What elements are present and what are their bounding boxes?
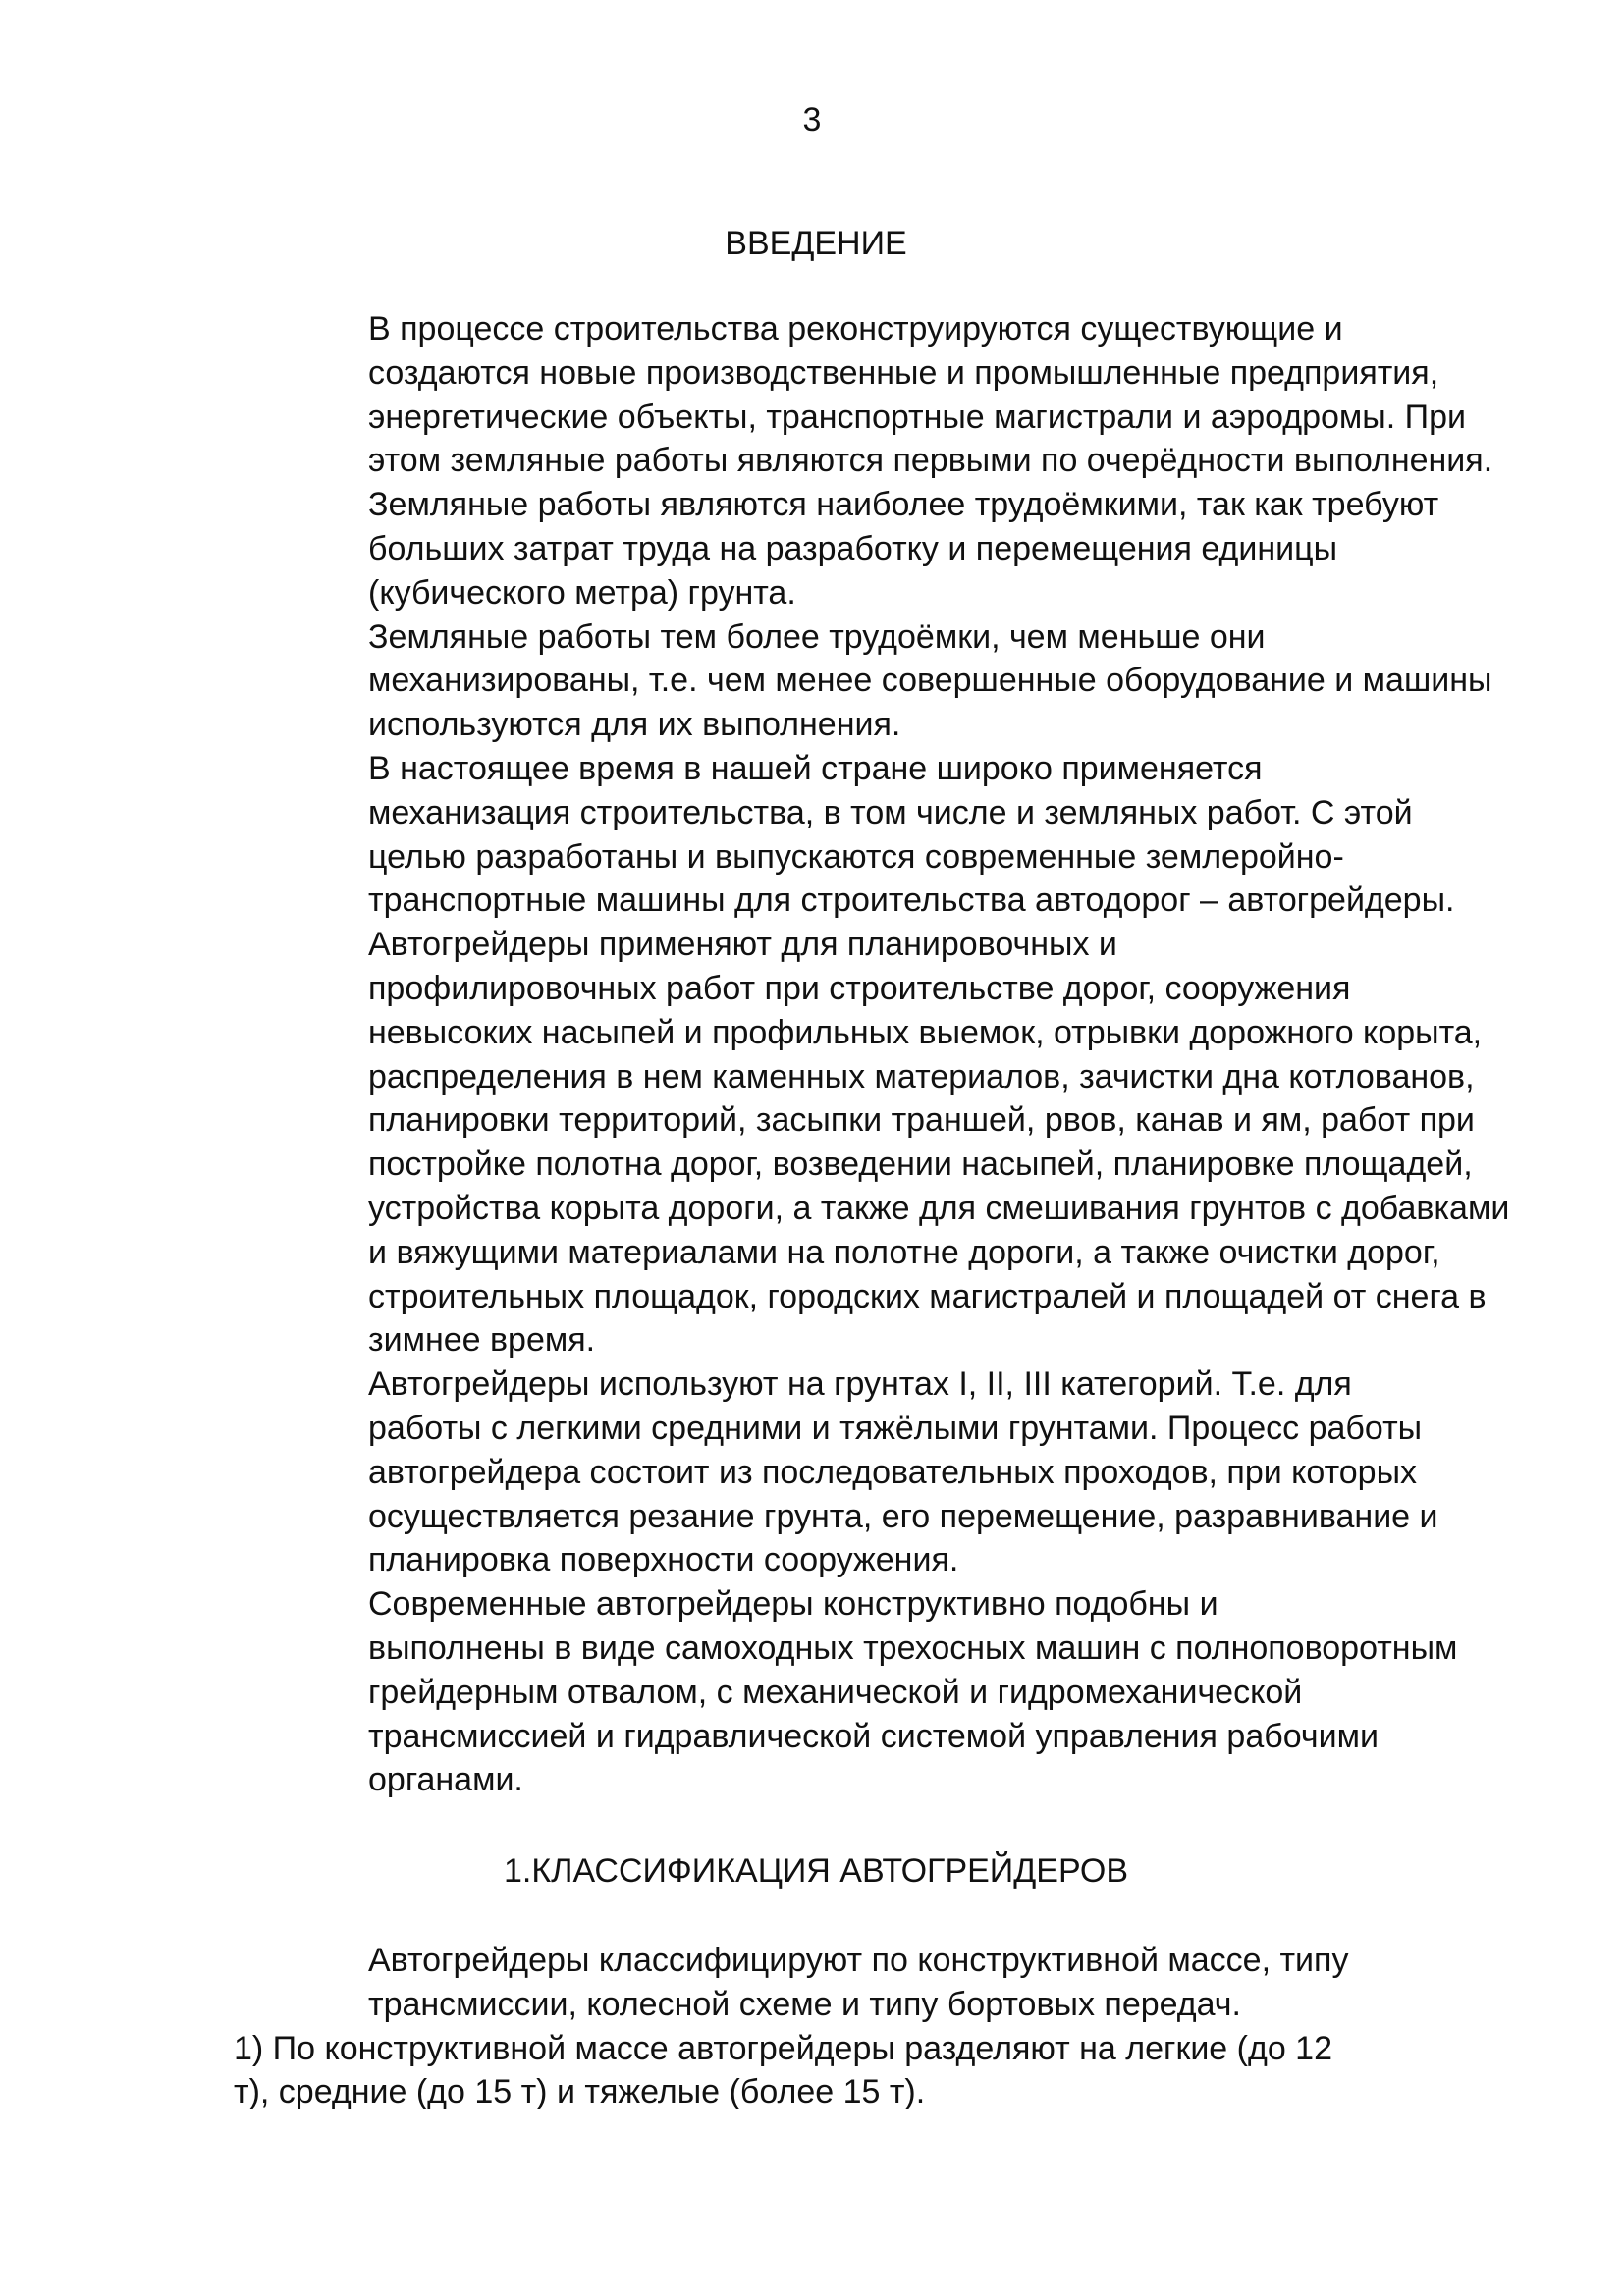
text-line: создаются новые производственные и промышленные предприятия, xyxy=(368,353,1439,392)
text-line: зимнее время. xyxy=(368,1321,596,1360)
text-line: Автогрейдеры применяют для планировочных и xyxy=(368,926,1117,964)
intro-paragraph-5 xyxy=(234,1362,1559,1582)
section1-paragraph-1 xyxy=(234,1939,1559,2027)
text-line: осуществляется резание грунта, его перемещение, разравнивание и xyxy=(368,1497,1438,1535)
text-line: выполнены в виде самоходных трехосных машин с полноповоротным xyxy=(368,1629,1458,1667)
text-line: Земляные работы тем более трудоёмки, чем меньше они xyxy=(368,617,1266,656)
text-line: грейдерным отвалом, с механической и гидромеханической xyxy=(368,1673,1303,1711)
text-line: (кубического метра) грунта. xyxy=(368,573,796,612)
text-line: планировка поверхности сооружения. xyxy=(368,1541,959,1579)
text-line: устройства корыта дороги, а также для смешивания грунтов с добавками xyxy=(368,1189,1510,1227)
text-line: строительных площадок, городских магистралей и площадей от снега в xyxy=(368,1277,1487,1315)
text-line: невысоких насыпей и профильных выемок, отрывки дорожного корыта, xyxy=(368,1013,1483,1051)
text-line: целью разработаны и выпускаются современные землеройно- xyxy=(368,837,1344,876)
intro-paragraph-4 xyxy=(234,923,1559,1362)
text-line: профилировочных работ при строительстве дорог, сооружения xyxy=(368,969,1351,1007)
text-line: транспортные машины для строительства автодорог – автогрейдеры. xyxy=(368,881,1455,920)
text-line: энергетические объекты, транспортные магистрали и аэродромы. При xyxy=(368,398,1466,436)
text-line: трансмиссией и гидравлической системой управления рабочими xyxy=(368,1717,1379,1755)
intro-paragraph-2 xyxy=(234,615,1559,747)
page-number: 3 xyxy=(802,101,822,138)
section1-body xyxy=(234,1939,1559,2114)
text-line: Автогрейдеры классифицируют по конструктивной массе, типу xyxy=(368,1942,1349,1979)
text-line: работы с легкими средними и тяжёлыми грунтами. Процесс работы xyxy=(368,1409,1423,1447)
text-line: больших затрат труда на разработку и перемещения единицы xyxy=(368,529,1338,567)
intro-paragraph-3 xyxy=(234,747,1559,923)
text-line: механизация строительства, в том числе и земляных работ. С этой xyxy=(368,793,1413,831)
section-heading: 1.КЛАССИФИКАЦИЯ АВТОГРЕЙДЕРОВ xyxy=(503,1852,1129,1890)
intro-body xyxy=(234,307,1559,1802)
text-line: этом земляные работы являются первыми по очерёдности выполнения. xyxy=(368,442,1493,480)
text-line: и вяжущими материалами на полотне дороги, а также очистки дорог, xyxy=(368,1233,1440,1271)
text-line: органами. xyxy=(368,1761,523,1799)
intro-heading: ВВЕДЕНИЕ xyxy=(725,225,907,262)
text-line: механизированы, т.е. чем менее совершенные оборудование и машины xyxy=(368,662,1492,700)
text-line: трансмиссии, колесной схеме и типу бортовых передач. xyxy=(368,1985,1241,2023)
text-line: постройке полотна дорог, возведении насыпей, планировке площадей, xyxy=(368,1146,1473,1184)
text-line: распределения в нем каменных материалов, зачистки дна котлованов, xyxy=(368,1057,1475,1095)
text-line: 1) По конструктивной массе автогрейдеры разделяют на легкие (до 12 xyxy=(234,2029,1332,2067)
text-line: т), средние (до 15 т) и тяжелые (более 15 т). xyxy=(234,2073,926,2111)
text-line: планировки территорий, засыпки траншей, рвов, канав и ям, работ при xyxy=(368,1101,1475,1140)
text-line: автогрейдера состоит из последовательных проходов, при которых xyxy=(368,1453,1418,1491)
text-line: В процессе строительства реконструируются существующие и xyxy=(368,310,1343,347)
text-line: используются для их выполнения. xyxy=(368,706,901,744)
text-line: Автогрейдеры используют на грунтах I, II, III категорий. Т.е. для xyxy=(368,1365,1352,1404)
text-line: Современные автогрейдеры конструктивно подобны и xyxy=(368,1585,1218,1624)
section1-list-item-1 xyxy=(234,2027,1559,2115)
text-line: В настоящее время в нашей стране широко применяется xyxy=(368,749,1263,787)
text-line: Земляные работы являются наиболее трудоёмкими, так как требуют xyxy=(368,486,1439,524)
intro-paragraph-6 xyxy=(234,1582,1559,1802)
intro-paragraph-1 xyxy=(234,307,1559,615)
